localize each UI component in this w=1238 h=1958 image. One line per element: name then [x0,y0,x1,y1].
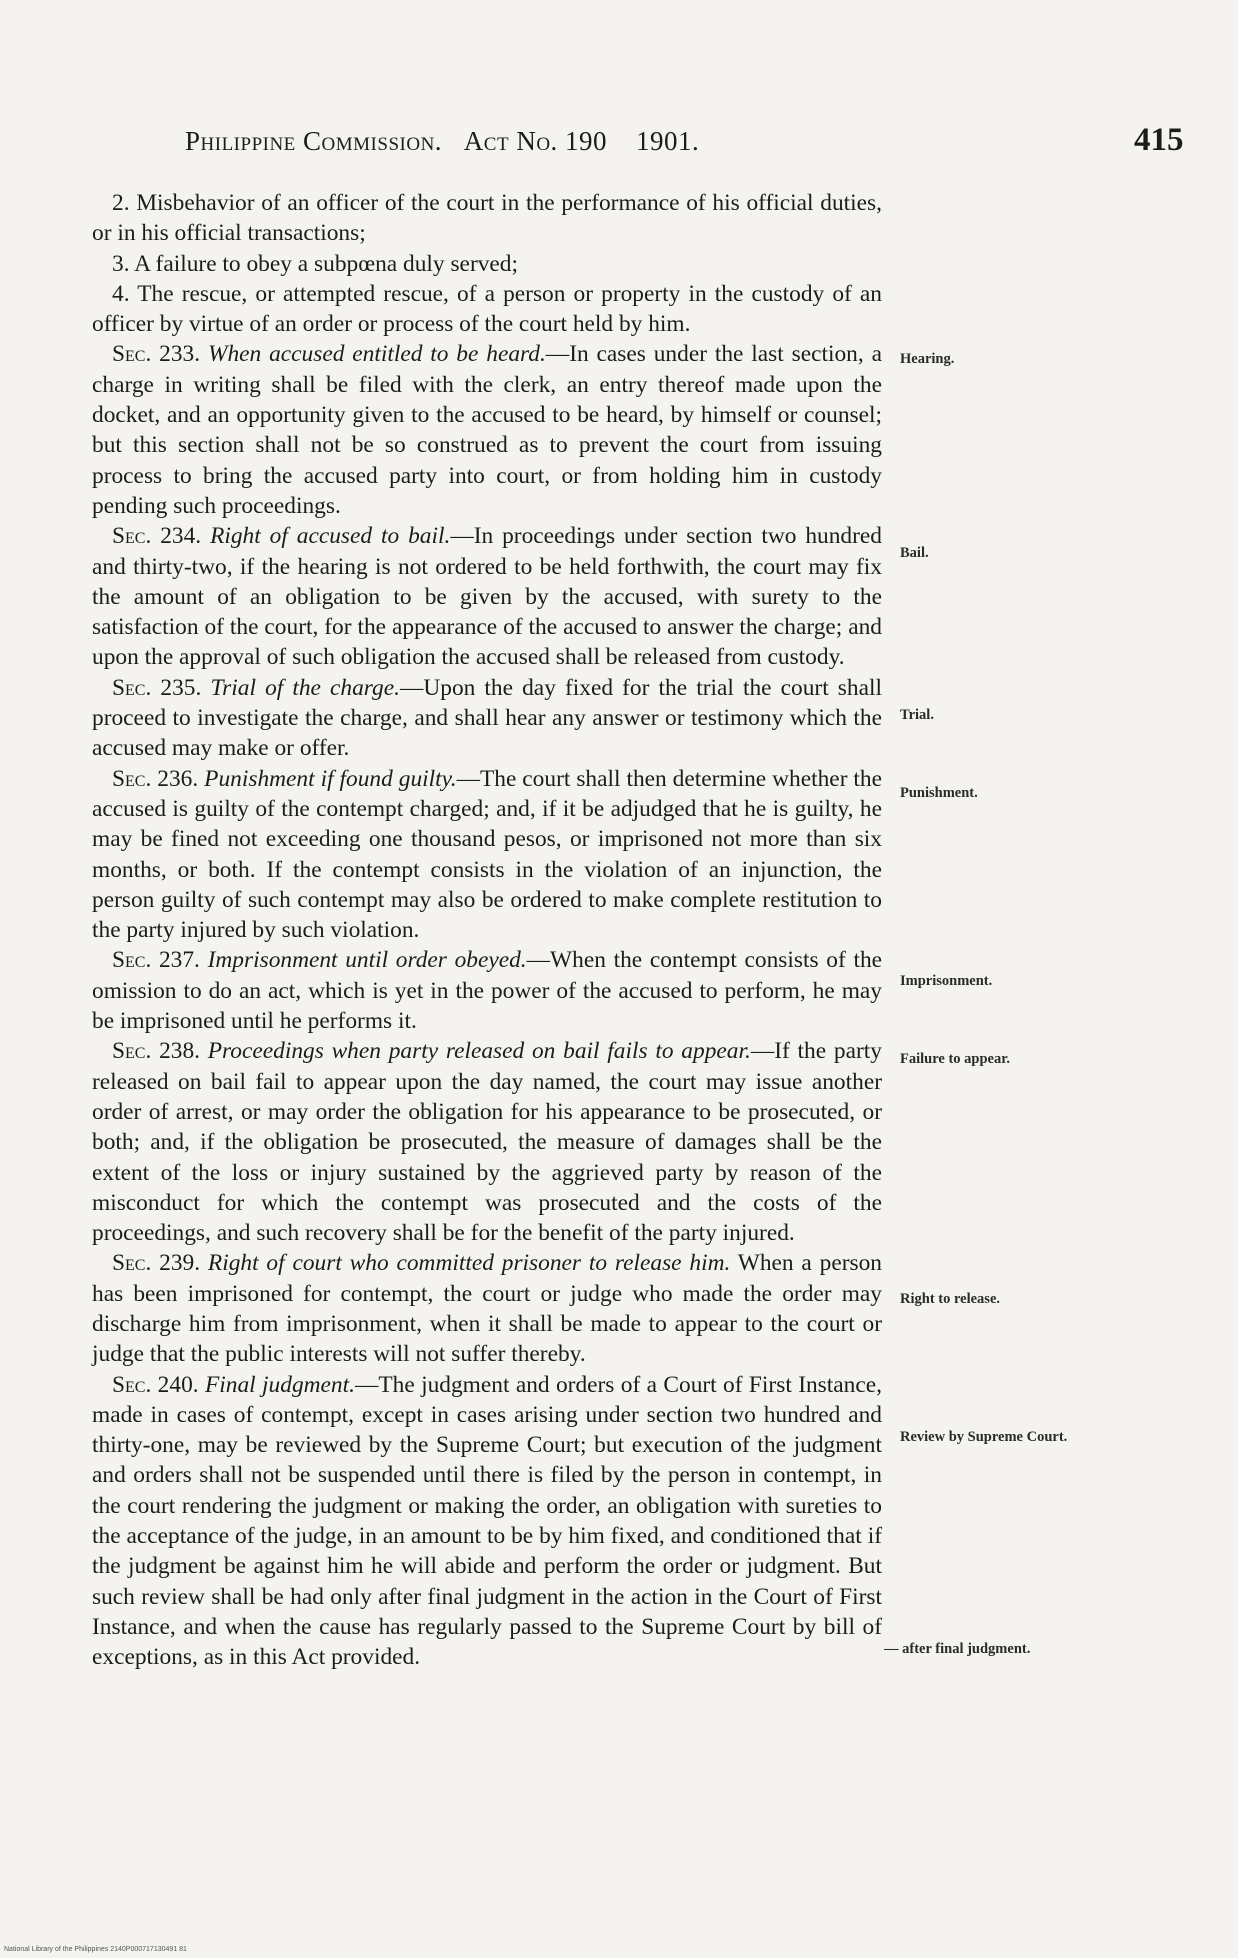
section-236-text: —The court shall then determine whether the accused is guilty of the contempt charged; and, if it be adjudged that he is guilty, he may be fined not exceeding one thousand pesos, or imprisoned not more than six months, or both. If the contempt consists in the violation of an injunction, the person guilty of such contempt may also be ordered to make complete restitution to the party injured by such violation. [92,765,883,944]
item-3: 3. A failure to obey a subpœna duly served; [112,250,519,277]
section-237-label: Sec. 237. [112,947,200,974]
section-239 [92,1248,882,1369]
margin-note-failure-to-appear: Failure to appear. [900,1051,1010,1067]
section-236 [92,764,882,946]
item-2: 2. Misbehavior of an officer of the court in the performance of his official duties, or in his official transactions; [92,190,882,247]
section-234-heading: Right of accused to bail. [210,523,451,550]
section-240-text: —The judgment and orders of a Court of First Instance, made in cases of contempt, except in cases arising under section two hundred and thirty-one, may be reviewed by the Supreme Court; but execution of the judgment and orders shall not be suspended until there is filed by the person in contempt, in the court rendering the judgment or making the order, an obligation with sureties to the acceptance of the judge, in an amount to be by him fixed, and conditioned that if the judgment be against him he will abide and perform the order or judgment. But such review shall be had only after final judgment in the action in the Court of First Instance, and when the cause has regularly passed to the Supreme Court by bill of exceptions, as in this Act provided. [92,1371,882,1671]
section-237-heading: Imprisonment until order obeyed. [207,947,527,974]
section-240-heading: Final judgment. [205,1371,355,1398]
section-235-heading: Trial of the charge. [210,674,400,701]
section-235 [92,673,882,764]
section-238 [92,1036,882,1248]
section-240 [92,1370,882,1673]
section-236-heading: Punishment if found guilty. [204,765,457,792]
section-237-text: —When the contempt consists of the omission to do an act, which is yet in the power of the accused to perform, he may be imprisoned until he performs it. [92,947,883,1035]
section-233-heading: When accused entitled to be heard. [207,341,546,368]
margin-note-bail: Bail. [900,545,929,561]
running-head [185,126,765,157]
section-235-label: Sec. 235. [112,674,202,701]
margin-note-after-final-judgment: — after final judgment. [884,1641,1031,1657]
section-239-label: Sec. 239. [112,1250,201,1277]
running-head-year: 1901. [636,126,700,156]
section-239-text: When a person has been imprisoned for contempt, the court or judge who made the order may discharge him from imprisonment, when it shall be made to appear to the court or judge that the public interests will not suffer thereby. [92,1250,883,1368]
margin-note-review-by-supreme-court: Review by Supreme Court. [900,1429,1068,1445]
section-234 [92,521,882,672]
margin-note-punishment: Punishment. [900,785,978,801]
section-236-label: Sec. 236. [112,765,199,792]
library-stamp: National Library of the Philippines 2140P000717130491 81 [4,1946,187,1953]
running-head-commission: Philippine Commission. [185,126,443,156]
section-234-text: —In proceedings under section two hundred and thirty-two, if the hearing is not ordered to be held forthwith, the court may fix the amount of an obligation to be given by the accused, with surety to the satisfaction of the court, for the appearance of the accused to answer the charge; and upon the approval of such obligation the accused shall be released from custody. [92,523,882,671]
section-234-label: Sec. 234. [112,523,202,550]
section-233-text: —In cases under the last section, a charge in writing shall be filed with the clerk, an entry thereof made upon the docket, and an opportunity given to the accused to be heard, by himself or counsel; but this section shall not be so construed as to prevent the court from issuing process to bring the accused party into court, or from holding him in custody pending such proceedings. [92,341,882,519]
section-239-heading: Right of court who committed prisoner to release him. [207,1250,731,1277]
section-238-label: Sec. 238. [112,1038,200,1065]
margin-note-right-to-release: Right to release. [900,1291,1000,1307]
section-233-label: Sec. 233. [112,341,201,368]
margin-note-trial: Trial. [900,707,934,723]
running-head-act: Act No. 190 [463,126,608,156]
body-text [92,188,882,1673]
section-240-label: Sec. 240. [112,1371,199,1398]
section-237 [92,945,882,1036]
section-238-heading: Proceedings when party released on bail fails to appear. [207,1038,751,1065]
page-number: 415 [1134,122,1184,158]
section-238-text: —If the party released on bail fail to appear upon the day named, the court may issue another order of arrest, or may order the obligation for his appearance to be prosecuted, or both; and, if the obligation be prosecuted, the measure of damages shall be the extent of the loss or injury sustained by the aggrieved party by reason of the misconduct for which the contempt was prosecuted and the costs of the proceedings, and such recovery shall be for the benefit of the party injured. [92,1038,882,1247]
margin-note-hearing: Hearing. [900,351,955,367]
section-233 [92,339,882,521]
section-235-text: —Upon the day fixed for the trial the court shall proceed to investigate the charge, and shall hear any answer or testimony which the accused may make or offer. [92,674,882,762]
item-4: 4. The rescue, or attempted rescue, of a person or property in the custody of an officer by virtue of an order or process of the court held by him. [92,280,882,338]
margin-note-imprisonment: Imprisonment. [900,973,993,989]
